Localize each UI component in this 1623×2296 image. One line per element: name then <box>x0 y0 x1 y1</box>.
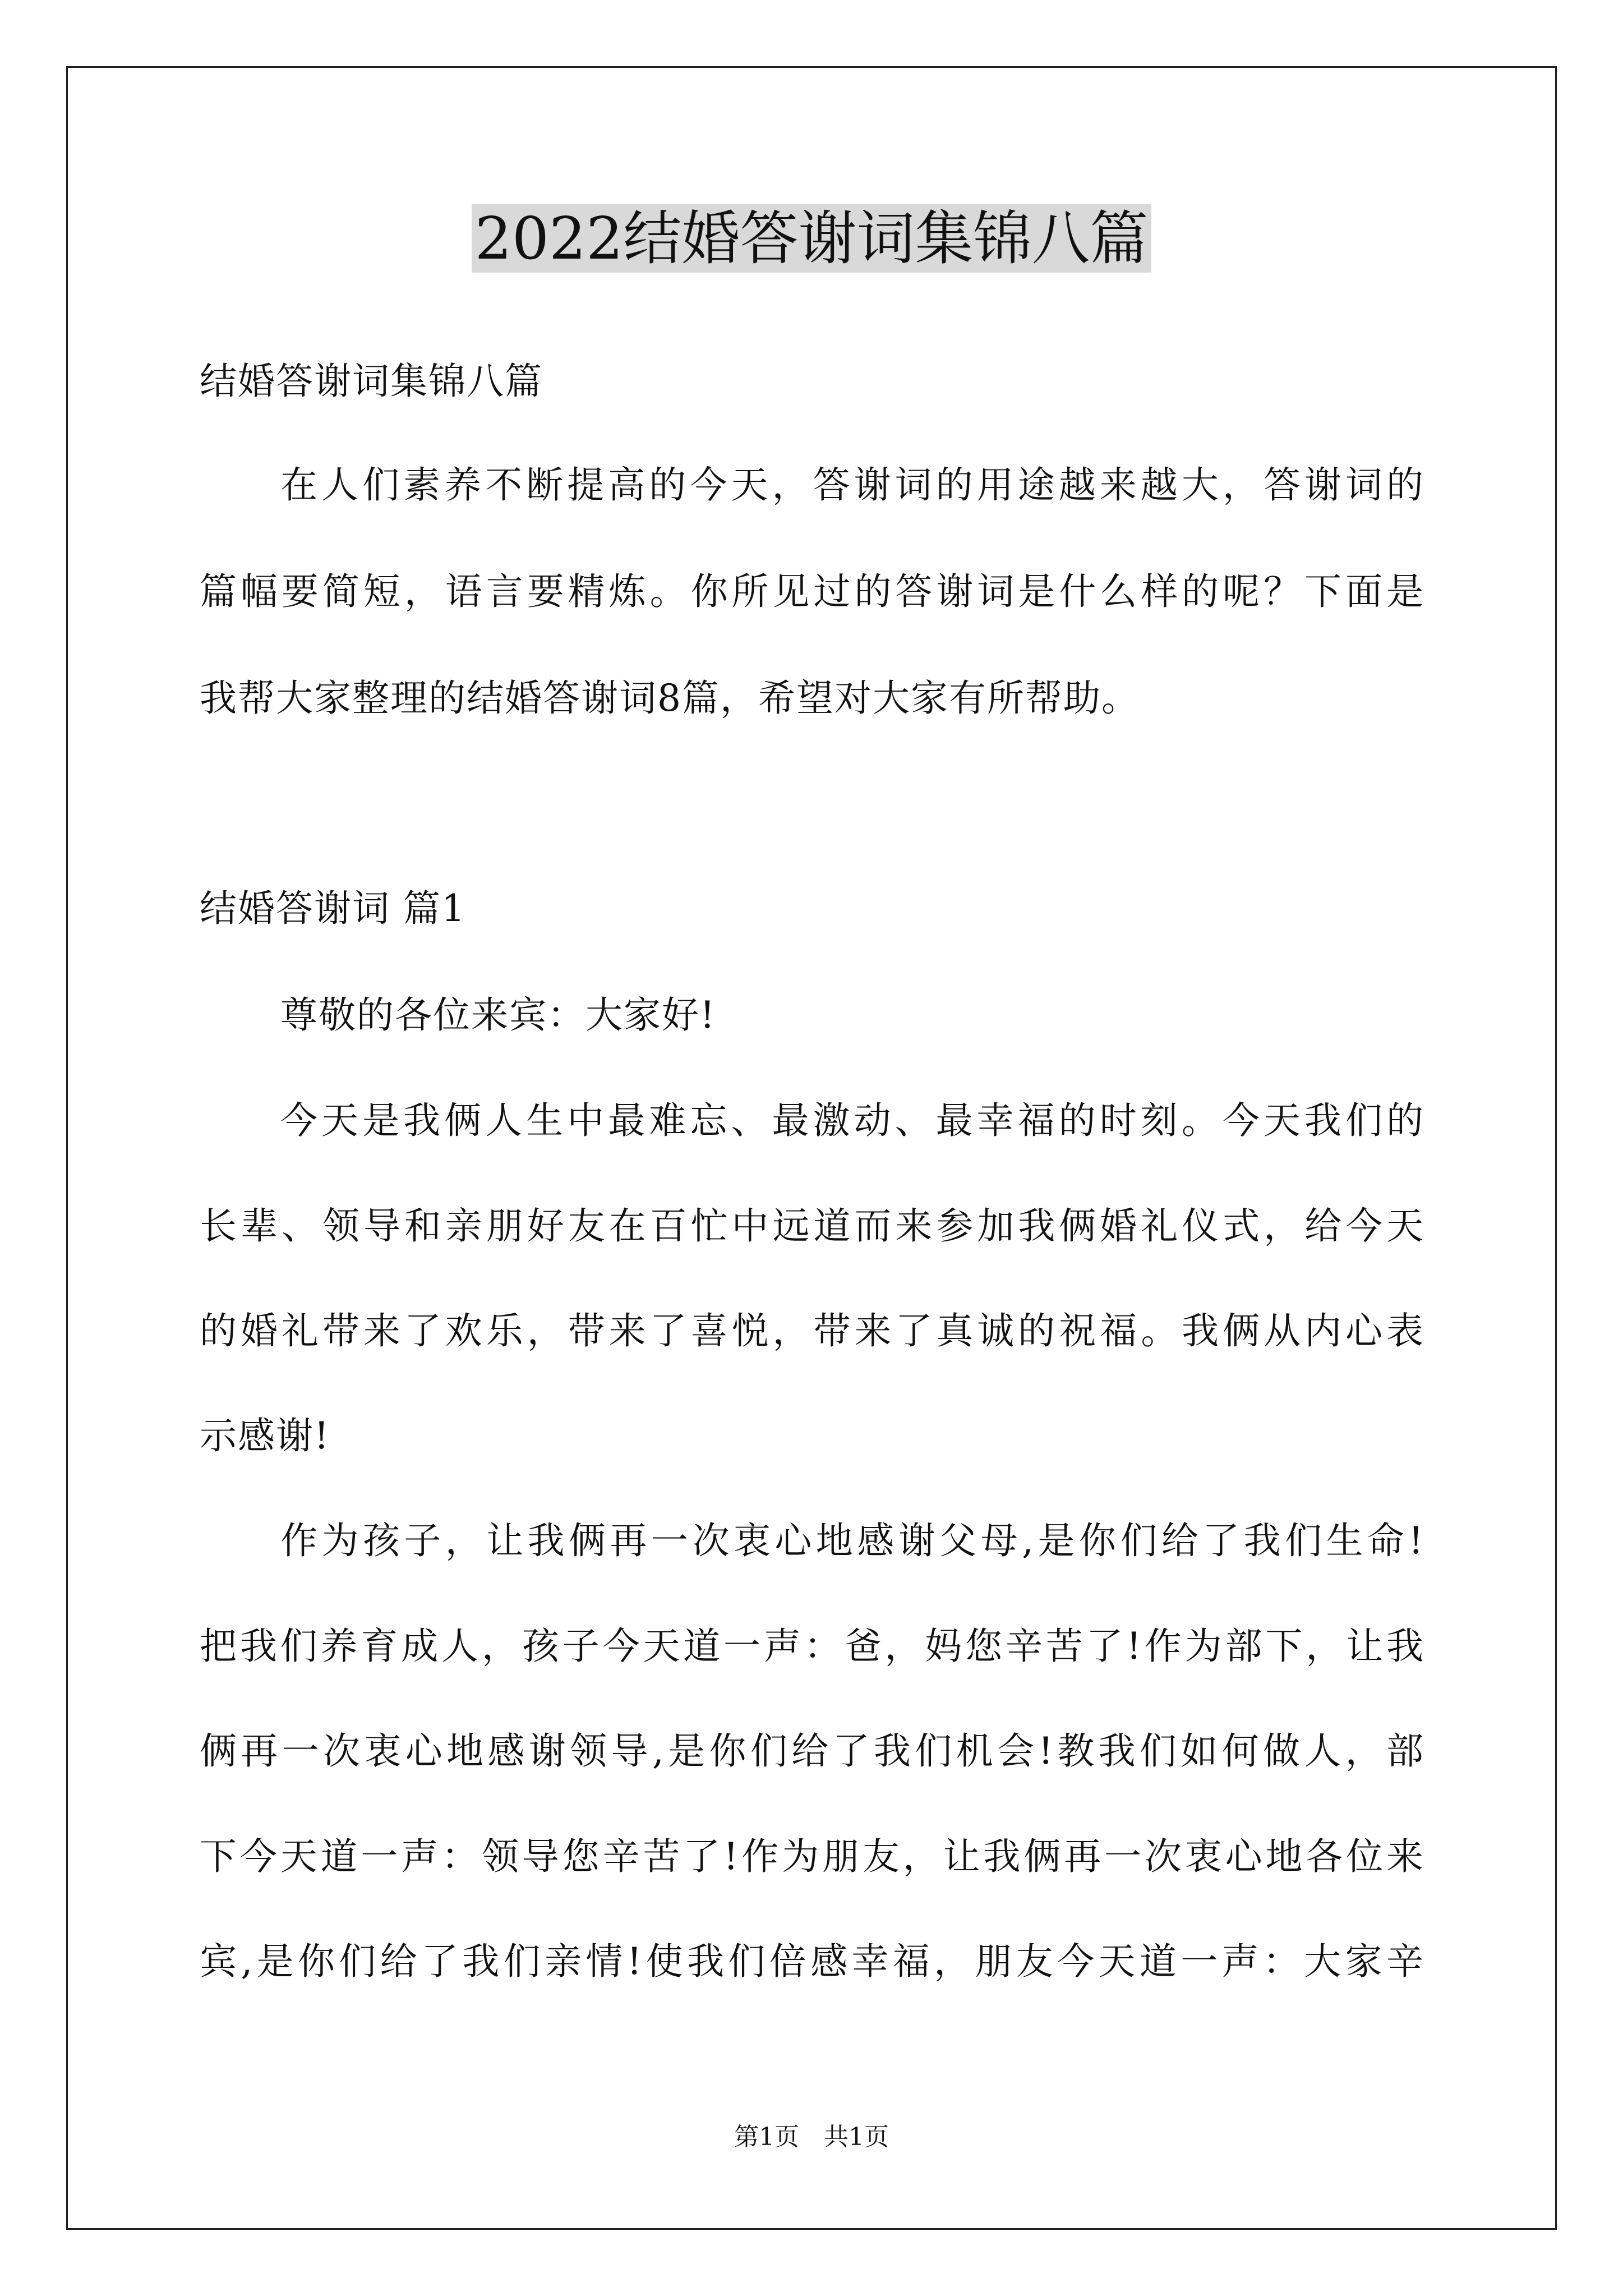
body-line-9: 宾,是你们给了我们亲情!使我们倍感幸福，朋友今天道一声：大家辛 <box>200 1940 1424 1983</box>
intro-line-2: 篇幅要简短，语言要精炼。你所见过的答谢词是什么样的呢？下面是 <box>200 570 1424 613</box>
body-line-6: 把我们养育成人，孩子今天道一声：爸，妈您辛苦了!作为部下，让我 <box>200 1625 1424 1668</box>
body-line-8: 下今天道一声：领导您辛苦了!作为朋友，让我俩再一次衷心地各位来 <box>200 1835 1424 1878</box>
body-line-4: 示感谢! <box>200 1414 330 1457</box>
intro-line-1: 在人们素养不断提高的今天，答谢词的用途越来越大，答谢词的 <box>280 463 1424 507</box>
section-heading-1: 结婚答谢词 篇1 <box>200 887 466 930</box>
body-line-1: 今天是我俩人生中最难忘、最激动、最幸福的时刻。今天我们的 <box>280 1099 1424 1142</box>
document-title <box>0 199 1623 278</box>
greeting-line: 尊敬的各位来宾：大家好! <box>280 993 716 1037</box>
body-line-5: 作为孩子，让我俩再一次衷心地感谢父母,是你们给了我们生命! <box>280 1519 1424 1562</box>
intro-line-3: 我帮大家整理的结婚答谢词8篇，希望对大家有所帮助。 <box>200 677 1140 720</box>
subtitle-line: 结婚答谢词集锦八篇 <box>200 360 543 403</box>
body-line-7: 俩再一次衷心地感谢领导,是你们给了我们机会!教我们如何做人，部 <box>200 1729 1424 1773</box>
document-title-text: 2022结婚答谢词集锦八篇 <box>472 204 1152 273</box>
body-line-2: 长辈、领导和亲朋好友在百忙中远道而来参加我俩婚礼仪式，给今天 <box>200 1204 1424 1248</box>
page-footer: 第1页 共1页 <box>734 2123 889 2151</box>
body-line-3: 的婚礼带来了欢乐，带来了喜悦，带来了真诚的祝福。我俩从内心表 <box>200 1309 1424 1352</box>
